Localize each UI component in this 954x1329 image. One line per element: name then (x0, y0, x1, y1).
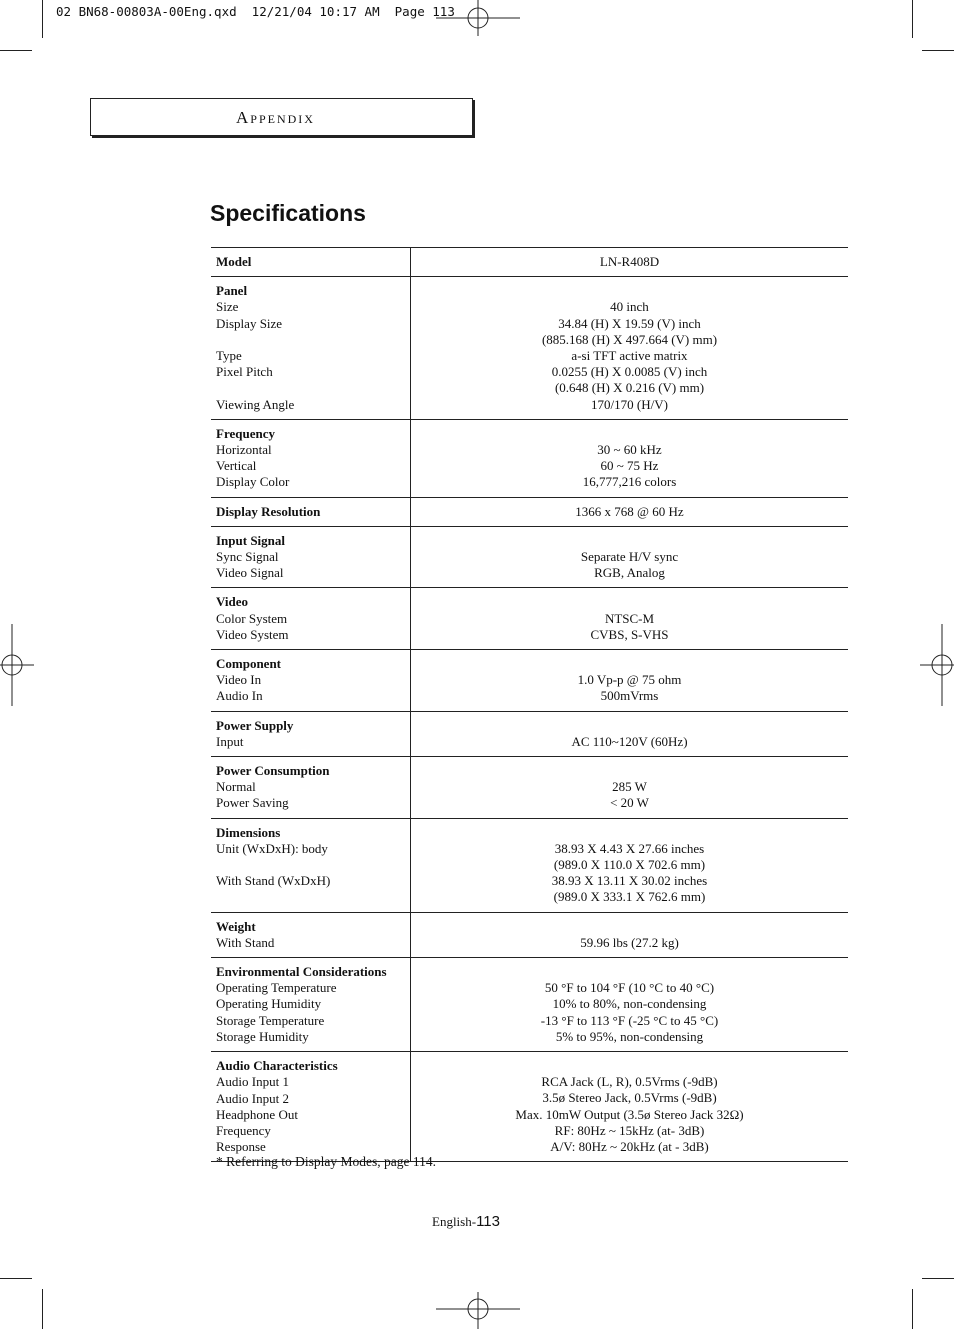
spec-item-value: RF: 80Hz ~ 15kHz (at- 3dB) (554, 1122, 705, 1138)
spec-item-label: Frequency (216, 1122, 271, 1138)
crop-mark (912, 1289, 913, 1329)
spec-group-row (211, 650, 848, 712)
spec-value-spacer (415, 919, 844, 935)
spec-item-value: Max. 10mW Output (3.5ø Stereo Jack 32Ω) (515, 1106, 744, 1122)
spec-item-label: Display Size (216, 315, 283, 331)
spec-item-label: Size (216, 299, 239, 315)
spec-value-spacer (415, 533, 844, 549)
spec-item-value: 5% to 95%, non-condensing (555, 1028, 704, 1044)
spec-item-label: Sync Signal (216, 549, 279, 565)
spec-group-heading: Video (216, 594, 249, 610)
spec-group-heading: Weight (216, 918, 256, 934)
spec-value-cell (411, 650, 849, 712)
spec-item-label: With Stand (WxDxH) (216, 873, 331, 889)
spec-value-cell (411, 497, 849, 526)
spec-group-heading: Environmental Considerations (216, 964, 387, 980)
spec-value-cell (411, 912, 849, 957)
spec-value-cell (411, 958, 849, 1052)
spec-value-spacer (415, 656, 844, 672)
spec-value-cell (411, 248, 849, 277)
specifications-table (211, 247, 848, 1162)
spec-group-row (211, 958, 848, 1052)
spec-item-value: 170/170 (H/V) (591, 396, 668, 412)
spec-group-row (211, 711, 848, 756)
spec-label-cell (211, 818, 411, 912)
registration-mark-icon (920, 624, 954, 706)
spec-value-cell (411, 1052, 849, 1162)
spec-group-row (211, 912, 848, 957)
spec-item-label: Response (216, 1139, 266, 1155)
spec-item-value: CVBS, S-VHS (590, 626, 669, 642)
registration-mark-icon (436, 1292, 520, 1329)
spec-value-spacer (415, 426, 844, 442)
spec-item-label: Power Saving (216, 795, 289, 811)
spec-item-value: 0.0255 (H) X 0.0085 (V) inch (551, 364, 708, 380)
spec-item-value: 500mVrms (600, 688, 659, 704)
spec-item-value: 1.0 Vp-p @ 75 ohm (577, 672, 682, 688)
spec-group-row (211, 757, 848, 819)
spec-value-cell (411, 711, 849, 756)
spec-item-label: Color System (216, 610, 288, 626)
spec-group-heading: Component (216, 656, 282, 672)
spec-group-heading: Frequency (216, 425, 275, 441)
spec-item-value: (0.648 (H) X 0.216 (V) mm) (554, 380, 705, 396)
spec-value-spacer (415, 718, 844, 734)
spec-group-heading: Model (216, 254, 252, 269)
spec-item-value: 38.93 X 13.11 X 30.02 inches (551, 873, 708, 889)
spec-value-cell (411, 526, 849, 588)
spec-label-cell (211, 757, 411, 819)
spec-item-value: 38.93 X 4.43 X 27.66 inches (554, 840, 705, 856)
spec-group-row (211, 248, 848, 277)
spec-item-value: 285 W (612, 779, 647, 795)
spec-item-value: 16,777,216 colors (582, 474, 677, 490)
spec-item-value: < 20 W (610, 795, 649, 811)
spec-value-spacer (415, 763, 844, 779)
spec-item-value: LN-R408D (599, 254, 660, 269)
spec-item-label (216, 857, 406, 873)
spec-item-label (216, 380, 406, 396)
spec-item-value: RGB, Analog (594, 565, 665, 581)
print-slug-line: 02 BN68-00803A-00Eng.qxd 12/21/04 10:17 AM Page 113 (56, 4, 455, 19)
spec-value-spacer (415, 1058, 844, 1074)
spec-value-cell (411, 757, 849, 819)
spec-value-cell (411, 419, 849, 497)
spec-group-heading: Display Resolution (216, 503, 321, 519)
spec-item-label: Storage Humidity (216, 1028, 309, 1044)
spec-item-value: a-si TFT active matrix (571, 348, 688, 363)
spec-item-label: Video System (216, 626, 289, 642)
spec-label-cell (211, 526, 411, 588)
crop-mark (0, 1278, 32, 1279)
spec-item-label: Viewing Angle (216, 396, 295, 412)
spec-item-label: Storage Temperature (216, 1012, 325, 1028)
spec-label-cell (211, 650, 411, 712)
spec-item-label: Pixel Pitch (216, 364, 273, 380)
spec-item-value: 3.5ø Stereo Jack, 0.5Vrms (-9dB) (542, 1090, 717, 1106)
spec-group-row (211, 419, 848, 497)
spec-item-value: (989.0 X 110.0 X 702.6 mm) (553, 857, 706, 873)
spec-item-label: Audio Input 1 (216, 1074, 289, 1090)
spec-item-value: RCA Jack (L, R), 0.5Vrms (-9dB) (541, 1074, 718, 1090)
spec-item-value: 1366 x 768 @ 60 Hz (575, 503, 684, 519)
spec-item-label: Display Color (216, 474, 290, 490)
spec-item-value: 50 °F to 104 °F (10 °C to 40 °C) (544, 980, 715, 996)
spec-group-heading: Panel (216, 283, 248, 299)
crop-mark (42, 0, 43, 38)
spec-group-row (211, 1052, 848, 1162)
spec-item-label: Operating Temperature (216, 980, 337, 996)
spec-item-value: NTSC-M (604, 610, 655, 626)
spec-item-value: 30 ~ 60 kHz (597, 442, 662, 457)
spec-group-row (211, 526, 848, 588)
section-header-box (90, 98, 473, 136)
page-number: 113 (476, 1213, 500, 1230)
registration-mark-icon (436, 0, 520, 36)
spec-item-label: Normal (216, 779, 256, 795)
spec-item-label: Operating Humidity (216, 996, 322, 1012)
spec-item-label: Type (216, 348, 242, 363)
spec-item-label (216, 889, 406, 905)
spec-item-value: 59.96 lbs (27.2 kg) (580, 934, 679, 950)
crop-mark (42, 1289, 43, 1329)
spec-item-label: Audio Input 2 (216, 1090, 289, 1106)
spec-group-heading: Dimensions (216, 824, 281, 840)
footnote: * Referring to Display Modes, page 114. (216, 1154, 436, 1169)
spec-label-cell (211, 277, 411, 420)
spec-group-heading: Power Consumption (216, 763, 330, 779)
spec-group-heading: Power Supply (216, 717, 294, 733)
spec-item-value: Separate H/V sync (580, 549, 679, 565)
spec-item-label: Vertical (216, 458, 257, 474)
spec-value-spacer (415, 825, 844, 841)
spec-value-spacer (415, 964, 844, 980)
spec-value-spacer (415, 283, 844, 299)
spec-label-cell (211, 1052, 411, 1162)
spec-item-value: (885.168 (H) X 497.664 (V) mm) (541, 331, 718, 347)
page-footer (432, 1213, 500, 1230)
spec-item-label: Headphone Out (216, 1106, 298, 1122)
crop-mark (922, 1278, 954, 1279)
crop-mark (912, 0, 913, 38)
spec-item-value: 40 inch (610, 299, 649, 315)
spec-item-value: A/V: 80Hz ~ 20kHz (at - 3dB) (550, 1139, 709, 1155)
spec-item-value: -13 °F to 113 °F (-25 °C to 45 °C) (540, 1012, 719, 1028)
section-label: Appendix (236, 108, 315, 127)
registration-mark-icon (0, 624, 34, 706)
spec-label-cell (211, 912, 411, 957)
spec-item-label (216, 332, 406, 348)
spec-group-row (211, 818, 848, 912)
spec-label-cell (211, 419, 411, 497)
spec-item-label: Video Signal (216, 565, 284, 581)
crop-mark (922, 50, 954, 51)
spec-item-label: Input (216, 733, 244, 749)
spec-label-cell (211, 248, 411, 277)
spec-group-row (211, 588, 848, 650)
spec-item-label: With Stand (216, 934, 275, 950)
spec-item-label: Video In (216, 672, 262, 688)
spec-item-label: Unit (WxDxH): body (216, 840, 328, 856)
page-title: Specifications (210, 200, 366, 226)
footer-language: English- (432, 1214, 477, 1229)
spec-label-cell (211, 958, 411, 1052)
spec-value-cell (411, 277, 849, 420)
spec-label-cell (211, 588, 411, 650)
spec-value-cell (411, 588, 849, 650)
spec-item-label: Audio In (216, 688, 263, 704)
spec-item-label: Horizontal (216, 442, 272, 458)
spec-value-cell (411, 818, 849, 912)
spec-item-value: 34.84 (H) X 19.59 (V) inch (558, 315, 701, 331)
spec-group-heading: Input Signal (216, 532, 286, 548)
spec-item-value: AC 110~120V (60Hz) (571, 733, 688, 749)
spec-value-spacer (415, 594, 844, 610)
spec-item-value: 10% to 80%, non-condensing (552, 996, 707, 1012)
spec-group-row (211, 277, 848, 420)
spec-label-cell (211, 497, 411, 526)
spec-item-value: (989.0 X 333.1 X 762.6 mm) (553, 889, 706, 905)
spec-group-row (211, 497, 848, 526)
spec-group-heading: Audio Characteristics (216, 1058, 338, 1074)
spec-label-cell (211, 711, 411, 756)
spec-item-value: 60 ~ 75 Hz (600, 458, 659, 474)
crop-mark (0, 50, 32, 51)
